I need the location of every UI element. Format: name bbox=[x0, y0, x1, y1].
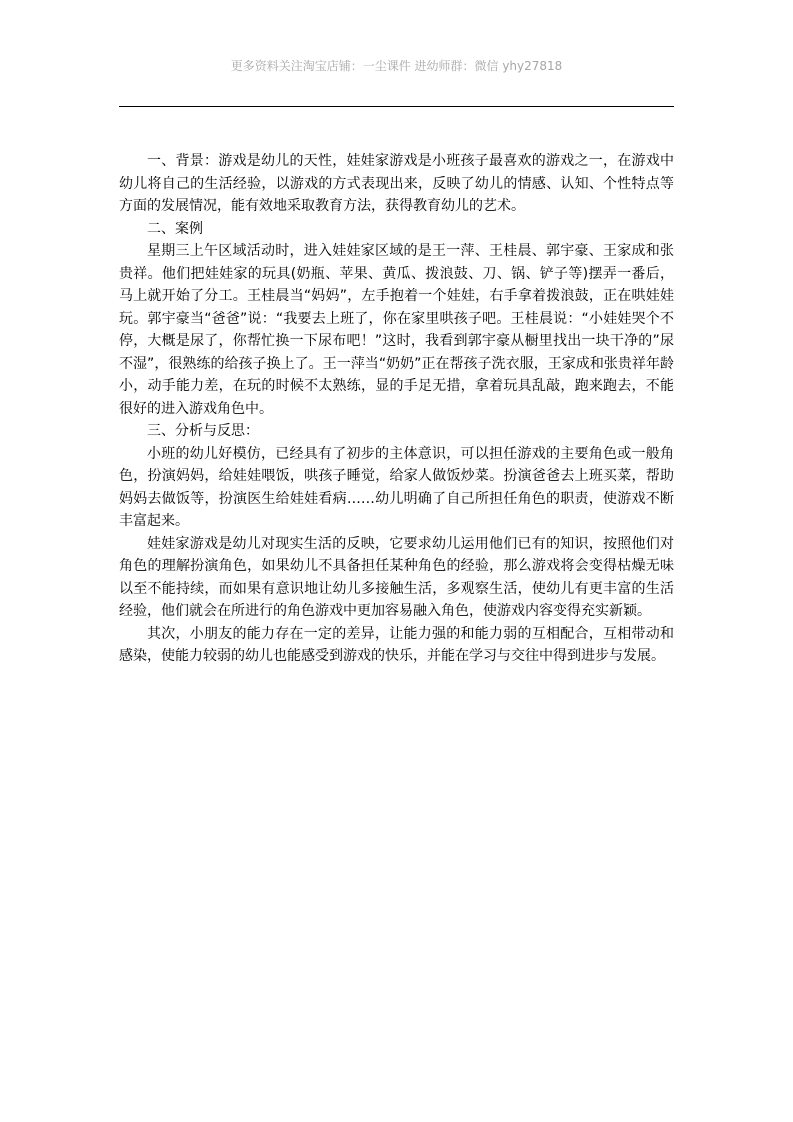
section-heading-analysis: 三、分析与反思： bbox=[147, 423, 259, 439]
header-divider bbox=[119, 106, 674, 107]
paragraph-analysis-3: 其次，小朋友的能力存在一定的差异，让能力强的和能力弱的互相配合，互相带动和感染，使能力较弱的幼儿也能感受到游戏的快乐，并能在学习与交往中得到进步与发展。 bbox=[119, 625, 674, 664]
document-body bbox=[119, 150, 674, 668]
paragraph-analysis-1: 小班的幼儿好模仿，已经具有了初步的主体意识，可以担任游戏的主要角色或一般角色，扮演妈妈，给娃娃喂饭，哄孩子睡觉，给家人做饭炒菜。扮演爸爸去上班买菜，帮助妈妈去做饭等，扮演医生给娃娃看病……幼儿明确了自己所担任角色的职责，使游戏不断丰富起来。 bbox=[119, 445, 674, 529]
section-heading-case: 二、案例 bbox=[147, 220, 203, 237]
page-header: 更多资料关注淘宝店铺：一尘课件 进幼师群：微信 yhy27818 bbox=[230, 59, 563, 73]
paragraph-background: 一、背景：游戏是幼儿的天性，娃娃家游戏是小班孩子最喜欢的游戏之一，在游戏中幼儿将自己的生活经验，以游戏的方式表现出来，反映了幼儿的情感、认知、个性特点等方面的发展情况，能有效地采取教育方法，获得教育幼儿的艺术。 bbox=[119, 153, 674, 214]
paragraph-analysis-2: 娃娃家游戏是幼儿对现实生活的反映，它要求幼儿运用他们已有的知识，按照他们对角色的理解扮演角色，如果幼儿不具备担任某种角色的经验，那么游戏将会变得枯燥无味以至不能持续，而如果有意识地让幼儿多接触生活，多观察生活，使幼儿有更丰富的生活经验，他们就会在所进行的角色游戏中更加容易融入角色，使游戏内容变得充实新颖。 bbox=[119, 535, 674, 619]
paragraph-case: 星期三上午区域活动时，进入娃娃家区域的是王一萍、王桂晨、郭宇豪、王家成和张贵祥。他们把娃娃家的玩具(奶瓶、苹果、黄瓜、拨浪鼓、刀、锅、铲子等)摆弄一番后，马上就开始了分工。王桂晨当“妈妈”，左手抱着一个娃娃，右手拿着拨浪鼓，正在哄娃娃玩。郭宇豪当“爸爸”说：“我要去上班了，你在家里哄孩子吧。王桂晨说：“小娃娃哭个不停，大概是尿了，你帮忙换一下尿布吧！”这时，我看到郭宇豪从橱里找出一块干净的”尿不湿”，很熟练的给孩子换上了。王一萍当“奶奶”正在帮孩子洗衣服，王家成和张贵祥年龄小，动手能力差，在玩的时候不太熟练，显的手足无措，拿着玩具乱敲，跑来跑去，不能很好的进入游戏角色中。 bbox=[119, 243, 674, 417]
